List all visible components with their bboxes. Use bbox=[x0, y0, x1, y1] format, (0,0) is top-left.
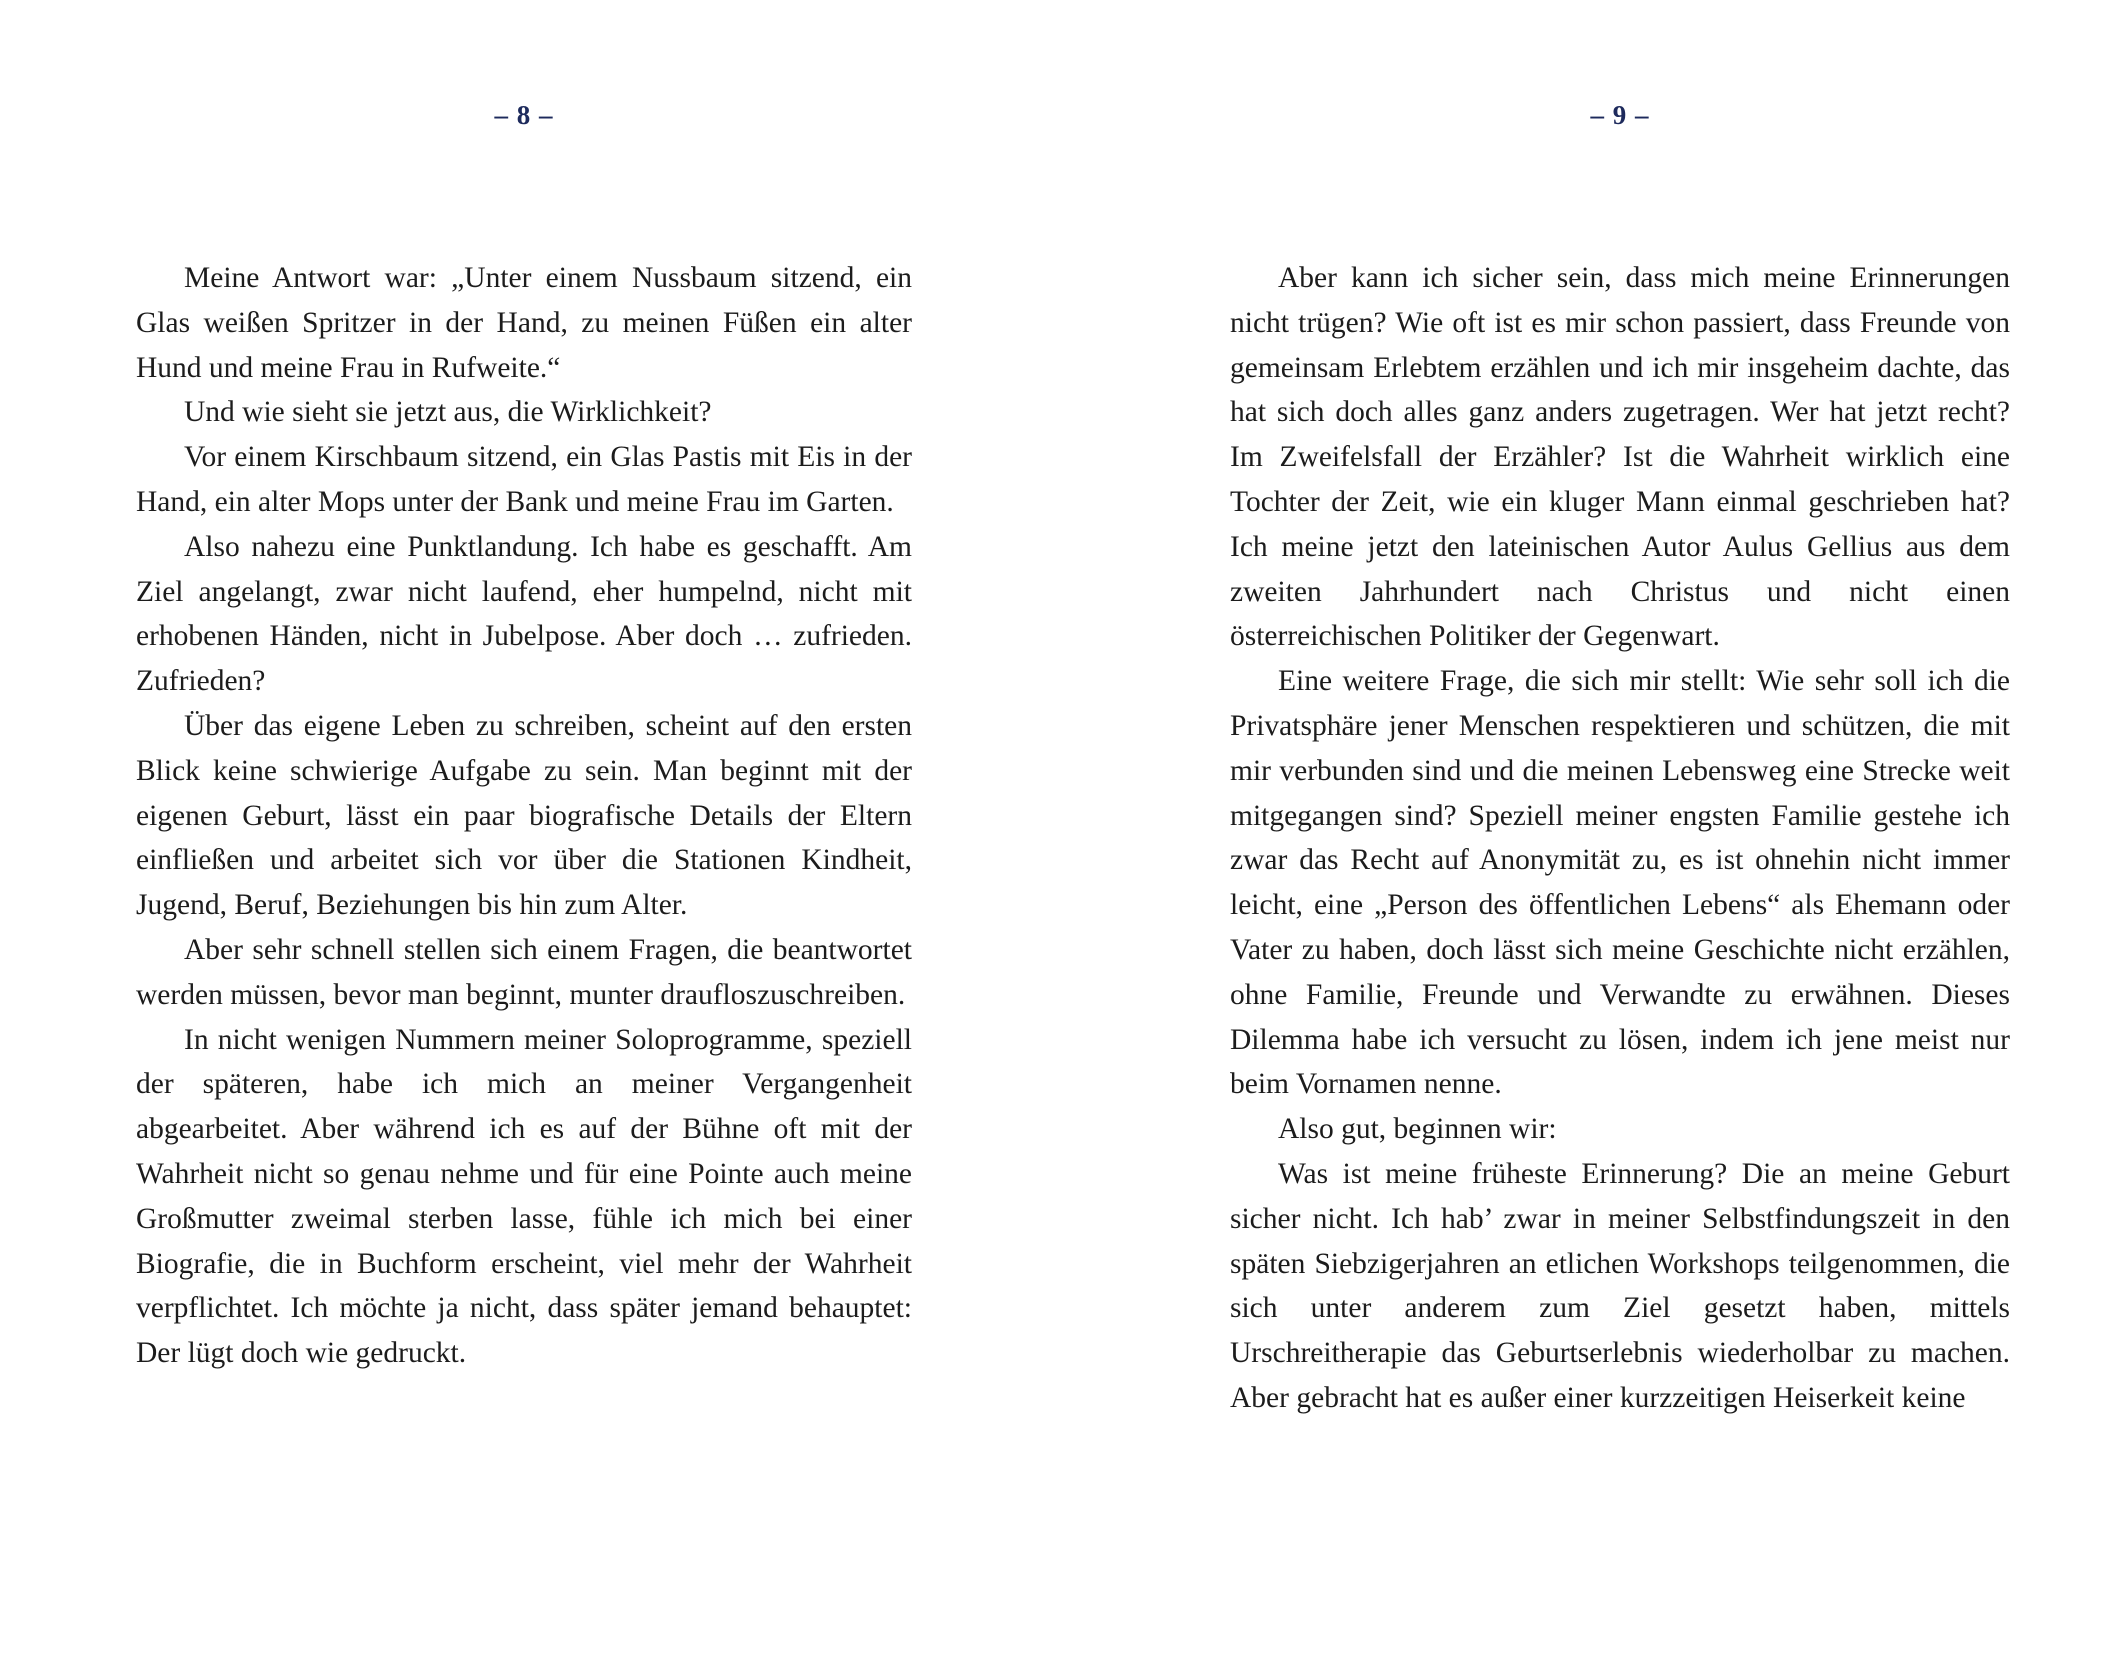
right-page-text bbox=[1230, 256, 2010, 1421]
paragraph: Also gut, beginnen wir: bbox=[1278, 1113, 1557, 1146]
paragraph: Vor einem Kirschbaum sitzend, ein Glas Pastis mit Eis in der Hand, ein alter Mops unter der Bank und meine Frau im Garten. bbox=[136, 441, 912, 518]
paragraph: Was ist meine früheste Erinnerung? Die an meine Geburt sicher nicht. Ich hab’ zwar in meiner Selbstfindungszeit in den späten Siebzigerjahren an etlichen Workshops teilgenommen, die sich unter anderem zum Ziel gesetzt haben, mittels Urschreitherapie das Geburtserlebnis wiederholbar zu machen. Aber gebracht hat es außer einer kurzzeitigen Heiserkeit keine bbox=[1230, 1157, 2010, 1414]
paragraph: Und wie sieht sie jetzt aus, die Wirklichkeit? bbox=[184, 396, 712, 429]
page-number-right: – 9 – bbox=[1590, 100, 1650, 130]
left-page bbox=[136, 0, 912, 1654]
paragraph: Über das eigene Leben zu schreiben, scheint auf den ersten Blick keine schwierige Aufgabe zu sein. Man beginnt mit der eigenen Geburt, lässt ein paar biografische Details der Eltern einfließen und arbeitet sich vor über die Stationen Kindheit, Jugend, Beruf, Beziehungen bis hin zum Alter. bbox=[136, 709, 912, 922]
page-number-left: – 8 – bbox=[494, 100, 554, 130]
left-page-text bbox=[136, 256, 912, 1376]
paragraph: In nicht wenigen Nummern meiner Soloprogramme, speziell der späteren, habe ich mich an meiner Vergangenheit abgearbeitet. Aber während ich es auf der Bühne oft mit der Wahrheit nicht so genau nehme und für eine Pointe auch meine Großmutter zweimal sterben lasse, fühle ich mich bei einer Biografie, die in Buchform erscheint, viel mehr der Wahrheit verpflichtet. Ich möchte ja nicht, dass später jemand behauptet: Der lügt doch wie gedruckt. bbox=[136, 1023, 912, 1370]
paragraph: Aber sehr schnell stellen sich einem Fragen, die beantwortet werden müssen, bevor man beginnt, munter draufloszuschreiben. bbox=[136, 933, 912, 1011]
paragraph: Eine weitere Frage, die sich mir stellt: Wie sehr soll ich die Privatsphäre jener Menschen respektieren und schützen, die mit mir verbunden sind und die meinen Lebensweg eine Strecke weit mitgegangen sind? Speziell meiner engsten Familie gestehe ich zwar das Recht auf Anonymität zu, es ist ohnehin nicht immer leicht, eine „Person des öffentlichen Lebens“ als Ehemann oder Vater zu haben, doch lässt sich meine Geschichte nicht erzählen, ohne Familie, Freunde und Verwandte zu erwähnen. Dieses Dilemma habe ich versucht zu lösen, indem ich jene meist nur beim Vornamen nenne. bbox=[1230, 665, 2010, 1101]
paragraph: Also nahezu eine Punktlandung. Ich habe es geschafft. Am Ziel angelangt, zwar nicht laufend, eher humpelnd, nicht mit erhobenen Händen, nicht in Jubelpose. Aber doch … zufrieden. Zufrieden? bbox=[136, 530, 912, 698]
paragraph: Meine Antwort war: „Unter einem Nussbaum sitzend, ein Glas weißen Spritzer in der Hand, zu meinen Füßen ein alter Hund und meine Frau in Rufweite.“ bbox=[136, 262, 912, 384]
right-page bbox=[1230, 0, 2010, 1654]
paragraph: Aber kann ich sicher sein, dass mich meine Erinnerungen nicht trügen? Wie oft ist es mir schon passiert, dass Freunde von gemeinsam Erlebtem erzählen und ich mir insgeheim dachte, das hat sich doch alles ganz anders zugetragen. Wer hat jetzt recht? Im Zweifelsfall der Erzähler? Ist die Wahrheit wirklich eine Tochter der Zeit, wie ein kluger Mann einmal geschrieben hat? Ich meine jetzt den lateinischen Autor Aulus Gellius aus dem zweiten Jahrhundert nach Christus und nicht einen österreichischen Politiker der Gegenwart. bbox=[1230, 262, 2010, 653]
